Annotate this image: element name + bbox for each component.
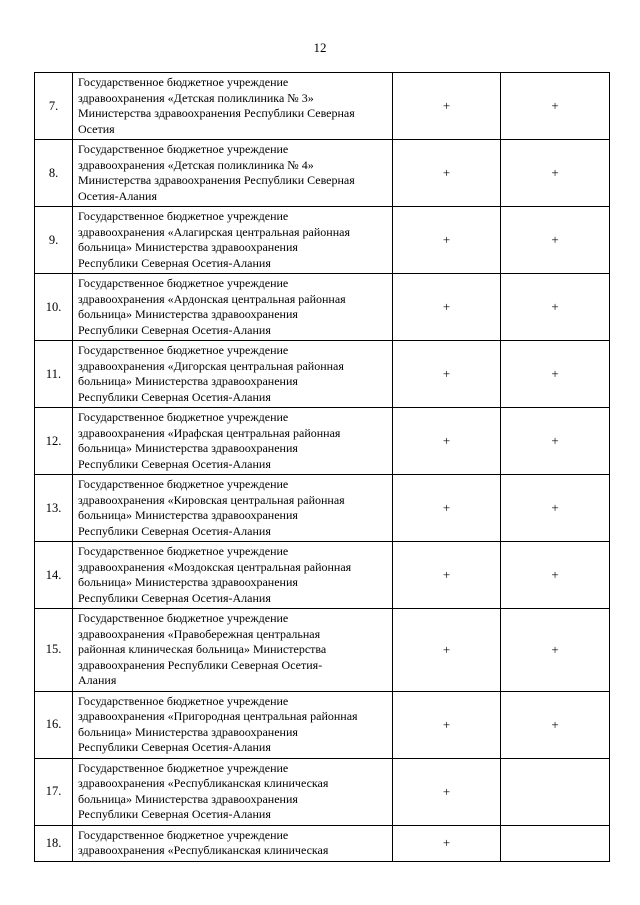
mark-column-2: + [501, 609, 610, 692]
institutions-table [34, 72, 610, 862]
row-number: 11. [35, 341, 73, 408]
institution-name-line: Государственное бюджетное учреждение [78, 343, 289, 357]
table-row [35, 140, 610, 207]
institution-name-line: Государственное бюджетное учреждение [78, 142, 289, 156]
institution-name-line: районная клиническая больница» Министерства [78, 642, 327, 656]
institution-name-line: Республики Северная Осетия-Алания [78, 322, 271, 337]
page-number: 12 [313, 40, 327, 55]
row-number: 14. [35, 542, 73, 609]
row-number: 10. [35, 274, 73, 341]
table-row [35, 274, 610, 341]
institution-name-line: здравоохранения «Моздокская центральная районная [78, 559, 352, 574]
row-number: 15. [35, 609, 73, 692]
institution-name-line: Республики Северная Осетия-Алания [78, 389, 271, 404]
mark-column-1: + [393, 825, 501, 861]
institution-name [73, 341, 393, 408]
mark-column-2: + [501, 73, 610, 140]
row-number: 17. [35, 758, 73, 825]
institution-name-line: здравоохранения «Правобережная центральная [78, 626, 321, 641]
table-row [35, 475, 610, 542]
row-number: 9. [35, 207, 73, 274]
row-number: 8. [35, 140, 73, 207]
institution-name-line: здравоохранения «Пригородная центральная районная [78, 709, 358, 723]
mark-column-2: + [501, 475, 610, 542]
mark-column-1: + [393, 408, 501, 475]
mark-column-1: + [393, 609, 501, 692]
institution-name-line: больница» Министерства здравоохранения [78, 791, 298, 806]
institution-name-line: здравоохранения «Республиканская клиническая [78, 776, 329, 790]
table-row [35, 609, 610, 692]
institution-name-line: больница» Министерства здравоохранения [78, 374, 298, 388]
institution-name-line: Алания [78, 673, 117, 687]
institution-name-line: больница» Министерства здравоохранения [78, 441, 298, 455]
institution-name-line: здравоохранения «Кировская центральная районная [78, 492, 345, 507]
mark-column-2 [501, 825, 610, 861]
institution-name [73, 140, 393, 207]
institution-name-line: здравоохранения «Детская поликлиника № 4» [78, 157, 314, 172]
row-number: 16. [35, 691, 73, 758]
table-row [35, 542, 610, 609]
mark-column-2: + [501, 140, 610, 207]
mark-column-1: + [393, 758, 501, 825]
mark-column-1: + [393, 274, 501, 341]
institution-name-line: Государственное бюджетное учреждение [78, 544, 289, 558]
institution-name-line: больница» Министерства здравоохранения [78, 508, 298, 522]
institution-name-line: больница» Министерства здравоохранения [78, 575, 298, 589]
mark-column-2: + [501, 341, 610, 408]
row-number: 12. [35, 408, 73, 475]
institution-name-line: больница» Министерства здравоохранения [78, 307, 298, 321]
institution-name [73, 691, 393, 758]
institution-name-line: Государственное бюджетное учреждение [78, 693, 289, 708]
institution-name-line: здравоохранения «Алагирская центральная районная [78, 224, 350, 239]
institution-name [73, 475, 393, 542]
mark-column-1: + [393, 475, 501, 542]
institution-name-line: Государственное бюджетное учреждение [78, 827, 289, 842]
table-row [35, 73, 610, 140]
institution-name [73, 207, 393, 274]
institution-name-line: Республики Северная Осетия-Алания [78, 740, 271, 754]
mark-column-1: + [393, 207, 501, 274]
institution-name-line: Республики Северная Осетия-Алания [78, 807, 271, 821]
mark-column-1: + [393, 542, 501, 609]
institution-name-line: Государственное бюджетное учреждение [78, 611, 289, 625]
mark-column-2: + [501, 542, 610, 609]
institution-name-line: Республики Северная Осетия-Алания [78, 255, 271, 270]
institution-name-line: Осетия-Алания [78, 188, 157, 203]
mark-column-1: + [393, 341, 501, 408]
row-number: 18. [35, 825, 73, 861]
institution-name-line: здравоохранения «Ардонская центральная районная [78, 291, 346, 306]
institution-name-line: здравоохранения «Дигорская центральная районная [78, 358, 344, 373]
institution-name [73, 408, 393, 475]
institution-name-line: Государственное бюджетное учреждение [78, 410, 289, 424]
mark-column-1: + [393, 140, 501, 207]
institution-name [73, 274, 393, 341]
mark-column-2: + [501, 274, 610, 341]
institution-name-line: больница» Министерства здравоохранения [78, 724, 298, 739]
mark-column-2: + [501, 691, 610, 758]
table-body [35, 73, 610, 862]
institution-name-line: здравоохранения «Республиканская клиническая [78, 843, 329, 857]
mark-column-2 [501, 758, 610, 825]
mark-column-2: + [501, 408, 610, 475]
mark-column-1: + [393, 73, 501, 140]
institution-name-line: здравоохранения «Детская поликлиника № 3» [78, 90, 314, 105]
table-row [35, 825, 610, 861]
institution-name-line: Республики Северная Осетия-Алания [78, 456, 271, 471]
institution-name-line: Государственное бюджетное учреждение [78, 760, 289, 775]
institution-name-line: Государственное бюджетное учреждение [78, 477, 289, 491]
institution-name [73, 73, 393, 140]
table-row [35, 207, 610, 274]
institution-name-line: Республики Северная Осетия-Алания [78, 590, 271, 605]
institution-name [73, 825, 393, 861]
institution-name [73, 758, 393, 825]
table-row [35, 691, 610, 758]
institution-name-line: Республики Северная Осетия-Алания [78, 523, 271, 538]
institution-name-line: Государственное бюджетное учреждение [78, 276, 289, 290]
table-row [35, 341, 610, 408]
row-number: 7. [35, 73, 73, 140]
table-row [35, 408, 610, 475]
mark-column-1: + [393, 691, 501, 758]
institution-name-line: Государственное бюджетное учреждение [78, 209, 289, 223]
institution-name-line: Министерства здравоохранения Республики Северная [78, 106, 355, 120]
institution-name-line: Государственное бюджетное учреждение [78, 75, 289, 89]
table-row [35, 758, 610, 825]
institution-name-line: больница» Министерства здравоохранения [78, 240, 298, 254]
institution-name-line: здравоохранения Республики Северная Осетия- [78, 657, 323, 672]
row-number: 13. [35, 475, 73, 542]
institution-name-line: Министерства здравоохранения Республики Северная [78, 173, 355, 187]
institution-name-line: Осетия [78, 121, 115, 136]
institution-name [73, 609, 393, 692]
institution-name-line: здравоохранения «Ирафская центральная районная [78, 425, 341, 440]
mark-column-2: + [501, 207, 610, 274]
institution-name [73, 542, 393, 609]
